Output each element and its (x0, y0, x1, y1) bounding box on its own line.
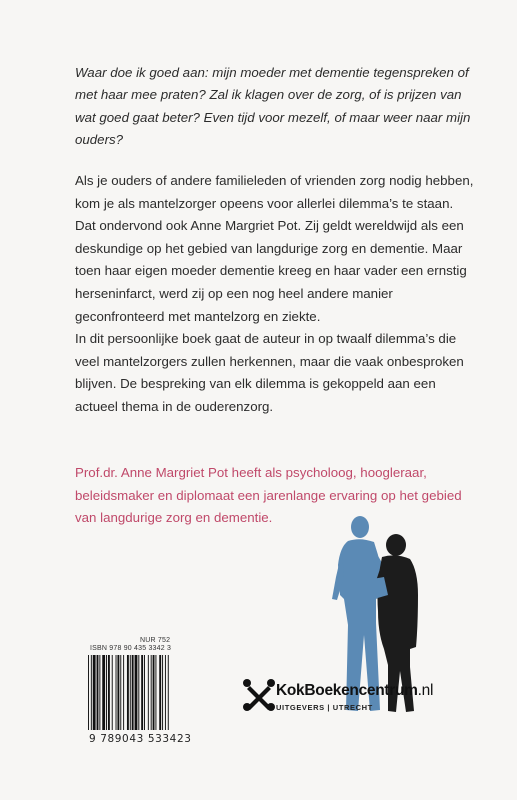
x-logo-icon (238, 674, 280, 716)
isbn-code: ISBN 978 90 435 3342 3 (90, 645, 172, 652)
nur-code: NUR 752 (140, 637, 171, 644)
publisher-name: KokBoekencentrum.nl (276, 682, 434, 699)
publisher-subtitle: UITGEVERS | UTRECHT (276, 703, 373, 712)
publisher-logo (238, 672, 488, 722)
body-paragraph-2: In dit persoonlijke boek gaat de auteur in op twaalf dilemma’s die veel mantelzorgers zullen herkennen, maar die vaak onbesproken blijven. De bespreking van elk dilemma is gekoppeld aan een actueel thema in de ouderenzorg. (75, 331, 464, 414)
barcode-number: 9 789043 533423 (89, 733, 192, 745)
body-text (75, 170, 475, 419)
intro-text: Waar doe ik goed aan: mijn moeder met dementie tegenspreken of met haar mee praten? Zal ik klagen over de zorg, of is prijzen van wat goed gaat beter? Even tijd voor mezelf, of maar weer naar mijn ouders? (75, 65, 471, 148)
author-bio: Prof.dr. Anne Margriet Pot heeft als psycholoog, hoogleraar, beleidsmaker en diplomaat een jarenlange ervaring op het gebied van langdurige zorg en dementie. (75, 465, 462, 526)
body-paragraph-1: Als je ouders of andere familieleden of vrienden zorg nodig hebben, kom je als mantelzorger opeens voor allerlei dilemma’s te staan. Dat ondervond ook Anne Margriet Pot. Zij geldt wereldwijd als een deskundige op het gebied van langdurige zorg en dementie. Maar toen haar eigen moeder dementie kreeg en haar vader een ernstig herseninfarct, werd zij op een nog heel andere manier geconfronteerd met mantelzorg en ziekte. (75, 173, 474, 324)
barcode (88, 655, 196, 730)
